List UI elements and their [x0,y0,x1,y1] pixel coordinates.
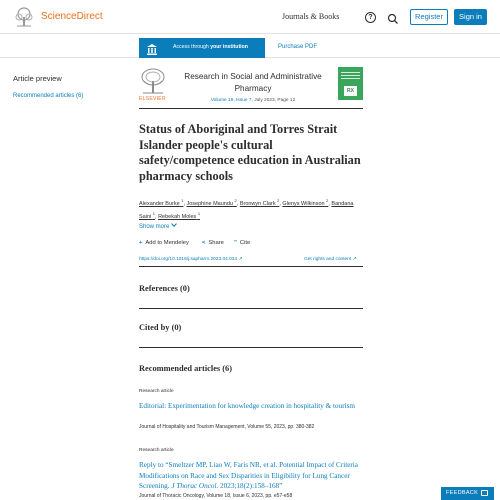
cover-decoration [341,72,360,73]
journals-books-link[interactable]: Journals & Books [282,12,340,21]
article-type-label: Research article [139,389,174,394]
author-link[interactable]: Josephine Maundu $^2$ [186,198,237,207]
doi-link[interactable]: https://doi.org/10.1016/j.sapharm.2023.04.034 ↗ [139,257,243,262]
author-link[interactable]: Bronwyn Clark $^2$ [239,198,280,207]
author-link[interactable]: Alexander Burke $^1$ [139,198,184,207]
access-through-institution-button[interactable] [139,38,265,58]
journal-volume-issue [170,98,336,103]
recommended-article-link[interactable]: Reply to “Smeltzer MP, Liao W, Faris NR, et al. Potential Impact of Criteria Modifications on Race and Sex Disparities in Eligibility for Lung Cancer Screening. J Thorac Oncol. 2023;18(2):158–168” [139,461,358,490]
access-label: Access through your institution [173,44,248,50]
access-bar [0,38,500,58]
recommended-article-link[interactable]: Editorial: Experimentation for knowledge creation in hospitality & tourism [139,402,355,410]
top-header [0,0,500,34]
article-type-label: Research article [139,448,174,453]
divider [139,347,363,348]
feedback-button[interactable]: FEEDBACK [441,487,494,500]
cite-button[interactable]: ” Cite [234,240,251,246]
article-title: Status of Aboriginal and Torres Strait Islander people's cultural safety/competence education in Australian pharmacy schools [139,122,361,183]
institution-icon [147,42,157,53]
cover-decoration [341,78,360,79]
quote-icon: ” [234,240,237,246]
sciencedirect-logo-text[interactable]: ScienceDirect [41,11,103,22]
cover-decoration [341,75,360,76]
journal-title[interactable]: Research in Social and Administrative Pharmacy [184,72,322,93]
divider [139,266,363,267]
author-list: Alexander Burke $^1$, Josephine Maundu $^2$, Bronwyn Clark $^2$, Glenys Wilkinson $^2$, Bandana Saini $^1$, Rebekah Moles $^1$ [139,198,354,221]
add-to-mendeley-button[interactable]: + Add to Mendeley [139,240,189,246]
speech-bubble-icon [481,490,488,496]
author-link[interactable]: Rebekah Moles $^1$ [158,211,201,221]
author-link[interactable]: Glenys Wilkinson $^2$ [282,198,329,207]
journal-date-page: July 2023, Page 12 [252,98,296,103]
show-more-button[interactable]: Show more [139,224,176,230]
volume-issue-link[interactable]: Volume 19, Issue 7, [210,98,253,103]
divider [139,108,363,109]
recommended-articles-heading: Recommended articles (6) [139,364,233,373]
share-icon: < [202,240,206,246]
author-link[interactable]: Bandana Saini $^1$ [139,200,354,221]
plus-icon: + [139,240,143,246]
sidebar-item-recommended-articles[interactable]: Recommended articles (6) [13,93,84,99]
sidebar-title: Article preview [13,74,62,83]
share-button[interactable]: < Share [202,240,224,246]
get-rights-link[interactable]: Get rights and content ↗ [304,257,357,262]
article-source: Journal of Hospitality and Tourism Management, Volume 55, 2023, pp. 380-382 [139,424,315,430]
journal-cover-image[interactable] [338,67,363,100]
cited-by-heading: Cited by (0) [139,323,182,332]
purchase-pdf-link[interactable]: Purchase PDF [278,44,318,50]
sign-in-button[interactable]: Sign in [454,9,487,25]
article-source: Journal of Thoracic Oncology, Volume 18, Issue 6, 2023, pp. e57-e58 [139,493,293,499]
elsevier-tree-logo-icon[interactable] [13,7,35,27]
references-heading: References (0) [139,284,190,293]
elsevier-wordmark: ELSEVIER [139,96,166,102]
divider [139,308,363,309]
register-button[interactable]: Register [410,9,448,25]
cover-badge-icon: RX [344,86,357,96]
help-icon[interactable]: ? [365,12,376,23]
search-icon[interactable] [387,12,399,24]
